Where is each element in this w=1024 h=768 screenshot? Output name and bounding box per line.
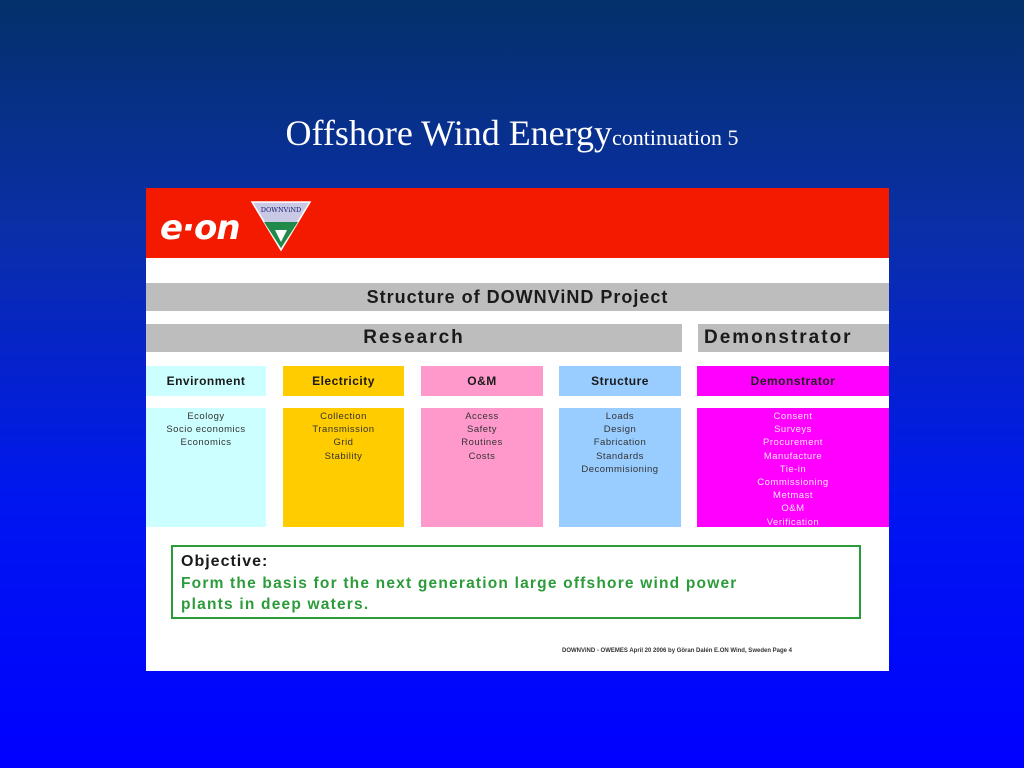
column-body-om <box>421 408 543 527</box>
structure-header: Structure of DOWNViND Project <box>146 283 889 311</box>
list-item: Safety <box>467 424 497 436</box>
column-body-demonstrator <box>697 408 889 527</box>
list-item: Decommisioning <box>581 463 659 475</box>
list-item: Manufacture <box>763 450 823 462</box>
objective-box <box>171 545 861 619</box>
list-item: Surveys <box>774 424 812 436</box>
list-item: Consent <box>773 411 813 422</box>
objective-line-1: Form the basis for the next generation large offshore wind power <box>181 575 738 592</box>
list-item: Procurement <box>763 437 823 449</box>
column-header-demonstrator: Demonstrator <box>697 366 889 396</box>
title-main: Offshore Wind Energy <box>285 113 612 153</box>
list-item: Costs <box>468 450 496 462</box>
list-item: Access <box>465 411 499 422</box>
list-item: Ecology <box>187 411 225 422</box>
eon-logo: e·on <box>160 208 240 248</box>
objective-text <box>181 573 851 615</box>
list-item: Economics <box>180 437 232 449</box>
column-header-om: O&M <box>421 366 543 396</box>
list-item: Design <box>603 424 637 436</box>
demonstrator-header: Demonstrator <box>698 324 889 352</box>
slide-title <box>0 112 1024 154</box>
column-header-structure: Structure <box>559 366 681 396</box>
column-header-environment: Environment <box>146 366 266 396</box>
list-item: Verification <box>766 516 820 528</box>
slide-footer: DOWNViND - OWEMES April 20 2006 by Göran Dalén E.ON Wind, Sweden Page 4 <box>562 648 792 654</box>
list-item: Standards <box>596 450 644 462</box>
column-body-electricity <box>283 408 404 527</box>
column-body-environment <box>146 408 266 527</box>
list-item: Socio economics <box>166 424 246 436</box>
column-header-electricity: Electricity <box>283 366 404 396</box>
list-item: Metmast <box>773 490 813 502</box>
objective-title: Objective: <box>181 553 269 570</box>
list-item: Collection <box>320 411 367 422</box>
list-item: Loads <box>605 411 635 422</box>
list-item: Tie-in <box>779 463 807 475</box>
eon-banner <box>146 188 889 258</box>
list-item: Routines <box>461 437 503 449</box>
research-header: Research <box>146 324 682 352</box>
list-item: O&M <box>781 503 805 515</box>
list-item: Transmission <box>312 424 375 436</box>
list-item: Commissioning <box>757 477 829 489</box>
list-item: Grid <box>333 437 354 449</box>
badge-label: DOWNViND <box>260 206 302 214</box>
title-sub: continuation 5 <box>612 125 739 150</box>
column-body-structure <box>559 408 681 527</box>
list-item: Stability <box>324 450 363 462</box>
list-item: Fabrication <box>593 437 647 449</box>
embedded-slide <box>146 188 889 671</box>
downvind-badge-icon <box>250 200 312 252</box>
objective-line-2: plants in deep waters. <box>181 596 370 613</box>
